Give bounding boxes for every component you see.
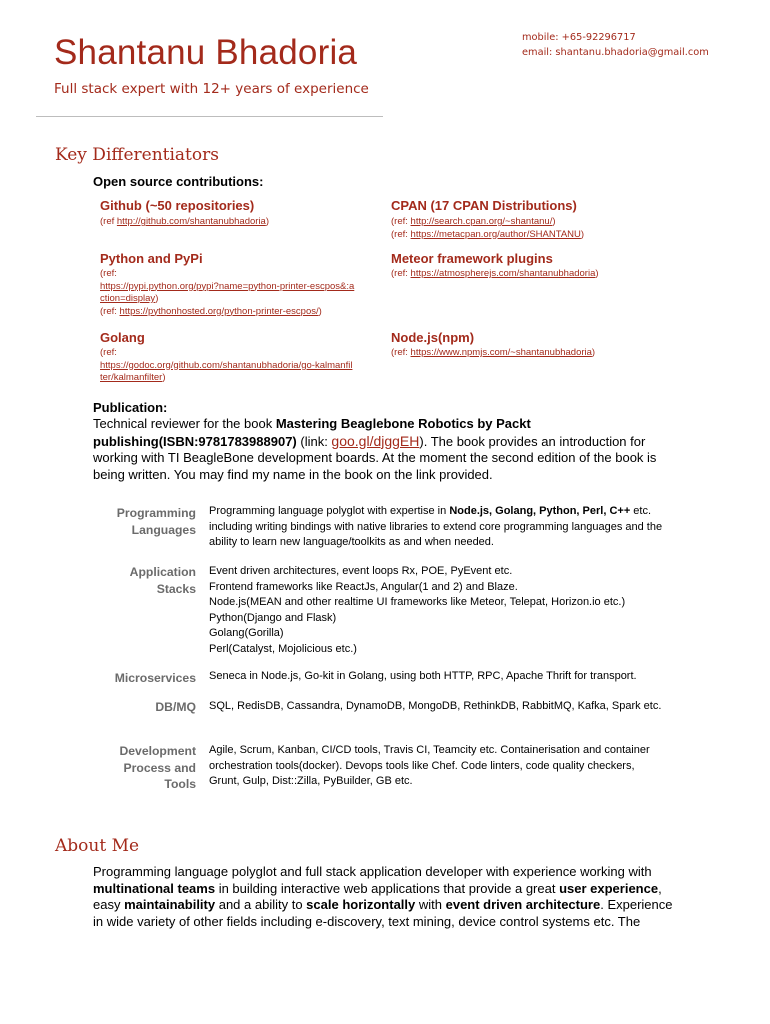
npm-link[interactable]: https://www.npmjs.com/~shantanubhadoria	[410, 347, 592, 358]
header-divider	[36, 116, 383, 117]
skill-text-devtools: Agile, Scrum, Kanban, CI/CD tools, Travis CI, Teamcity etc. Containerisation and container orchestration tools(docker). Devops tools like Chef. Code linters, code quality checkers, Grunt, Gulp, Dist::Zilla, PyBuilder, GB etc.	[209, 744, 650, 788]
skill-text-programming	[209, 504, 679, 551]
key-differentiators-title: Key Differentiators	[55, 145, 219, 165]
text-run: etc. including writing bindings with native libraries to extend core programming languages and the ability to learn new language/toolkits as and when needed.	[209, 505, 663, 549]
github-link[interactable]: http://github.com/shantanubhadoria	[116, 216, 266, 227]
text-run: Technical reviewer for the book	[93, 416, 276, 431]
label-line: Stacks	[156, 581, 196, 596]
ref-suffix: )	[155, 293, 159, 304]
project-cpan	[391, 198, 691, 241]
mobile-number: mobile: +65-92296717	[522, 32, 636, 43]
godoc-link[interactable]: https://godoc.org/github.com/shantanubhadoria/go-kalmanfil	[100, 359, 353, 371]
pypi-link[interactable]: https://pypi.python.org/pypi?name=python-printer-escpos&:a	[100, 280, 355, 292]
metacpan-link[interactable]: https://metacpan.org/author/SHANTANU	[410, 228, 581, 240]
text-run: , easy	[93, 880, 662, 912]
project-title: Golang	[100, 330, 145, 345]
ref-suffix: )	[318, 305, 322, 317]
resume-name: Shantanu Bhadoria	[54, 33, 358, 72]
bold-run: Node.js, Golang, Python, Perl, C++	[449, 505, 631, 517]
about-me-title: About Me	[55, 836, 140, 856]
contact-block	[522, 30, 709, 60]
list-item: Golang(Gorilla)	[209, 627, 284, 640]
list-item: Event driven architectures, event loops Rx, POE, PyEvent etc.	[209, 565, 513, 577]
project-ref	[391, 347, 691, 360]
list-item: Perl(Catalyst, Mojolicious etc.)	[209, 642, 357, 655]
bold-run: event driven architecture	[445, 897, 601, 912]
project-github	[100, 198, 380, 229]
bold-run: user experience	[559, 880, 659, 896]
project-title: Node.js(npm)	[391, 330, 475, 345]
publication-heading: Publication:	[93, 400, 168, 415]
project-golang	[100, 330, 385, 385]
text-run: (link:	[296, 433, 332, 449]
ref-suffix: )	[591, 347, 596, 358]
project-title: Meteor framework plugins	[391, 251, 553, 266]
project-ref	[391, 229, 691, 242]
text-run: and a ability to	[215, 897, 307, 912]
label-line: Languages	[131, 522, 196, 537]
label-line: Programming	[116, 506, 196, 520]
label-line: Tools	[164, 777, 196, 791]
pypi-link-cont[interactable]: ction=display	[100, 293, 156, 304]
project-title: Python and PyPi	[100, 251, 203, 266]
ref-suffix: )	[595, 268, 599, 279]
resume-tagline: Full stack expert with 12+ years of experience	[54, 81, 369, 97]
ref-prefix: (ref:	[391, 216, 411, 227]
bold-run: multinational teams	[93, 880, 216, 896]
text-run: Programming language polyglot with expertise in	[209, 505, 450, 517]
ref-suffix: )	[580, 228, 585, 240]
project-python	[100, 251, 385, 318]
project-meteor	[391, 251, 691, 281]
ref-prefix: (ref:	[100, 268, 117, 279]
bold-run: scale horizontally	[306, 897, 416, 912]
cpan-search-link[interactable]: http://search.cpan.org/~shantanu/	[410, 216, 553, 227]
text-run: ). The book provides an introduction for working with TI BeagleBone development boards. At the moment the second edition of the book is being written. You may find my name in the book on the link provided.	[93, 433, 657, 482]
ref-suffix: )	[265, 216, 270, 227]
list-item: Python(Django and Flask)	[209, 611, 337, 624]
label-line: Application	[129, 565, 196, 579]
list-item: Node.js(MEAN and other realtime UI frameworks like Meteor, Telepat, Horizon.io etc.)	[209, 596, 626, 609]
skill-text-application	[209, 564, 679, 658]
ref-prefix: (ref	[100, 216, 117, 227]
book-title: Mastering Beaglebone Robotics by Packt publishing(ISBN:9781783988907)	[93, 416, 531, 449]
publication-text	[93, 416, 673, 483]
list-item: Frontend frameworks like ReactJs, Angular(1 and 2) and Blaze.	[209, 580, 518, 593]
book-link[interactable]: goo.gl/djggEH	[331, 432, 420, 449]
text-run: with	[415, 897, 446, 912]
project-ref	[100, 216, 380, 229]
skill-label-devtools	[48, 743, 196, 793]
ref-prefix: (ref:	[391, 228, 411, 240]
atmosphere-link[interactable]: https://atmospherejs.com/shantanubhadoria	[410, 268, 596, 279]
project-ref	[391, 268, 691, 281]
about-me-text	[93, 864, 678, 930]
project-node	[391, 330, 691, 360]
skill-label-microservices: Microservices	[114, 671, 196, 685]
email-address[interactable]: email: shantanu.bhadoria@gmail.com	[522, 47, 709, 58]
ref-prefix: (ref:	[391, 347, 411, 358]
label-line: Development	[119, 744, 196, 758]
project-ref	[100, 347, 385, 385]
label-line: Process and	[123, 760, 196, 775]
ref-prefix: (ref:	[100, 347, 117, 358]
project-title: CPAN (17 CPAN Distributions)	[391, 198, 577, 213]
project-ref	[100, 268, 385, 318]
ref-suffix: )	[552, 216, 556, 227]
text-run: . Experience in wide variety of other fields including e-discovery, text mining, device control systems etc. The	[93, 897, 673, 929]
ref-suffix: )	[162, 372, 166, 383]
skill-label-application	[48, 564, 196, 597]
skill-text-microservices: Seneca in Node.js, Go-kit in Golang, using both HTTP, RPC, Apache Thrift for transport.	[209, 670, 637, 682]
project-title: Github (~50 repositories)	[100, 198, 255, 213]
text-run: Programming language polyglot and full stack application developer with experience working with	[93, 864, 652, 879]
bold-run: maintainability	[124, 897, 216, 912]
skill-text-dbmq: SQL, RedisDB, Cassandra, DynamoDB, MongoDB, RethinkDB, RabbitMQ, Kafka, Spark etc.	[209, 700, 662, 712]
skill-label-dbmq: DB/MQ	[155, 700, 196, 714]
project-ref	[391, 216, 691, 229]
ref-prefix: (ref:	[100, 305, 120, 317]
pythonhosted-link[interactable]: https://pythonhosted.org/python-printer-escpos/	[119, 305, 319, 317]
godoc-link-cont[interactable]: ter/kalmanfilter	[100, 372, 163, 383]
ref-prefix: (ref:	[391, 268, 411, 279]
open-source-heading: Open source contributions:	[93, 174, 264, 189]
text-run: in building interactive web applications that provide a great	[215, 880, 560, 896]
skill-label-programming	[48, 505, 196, 538]
